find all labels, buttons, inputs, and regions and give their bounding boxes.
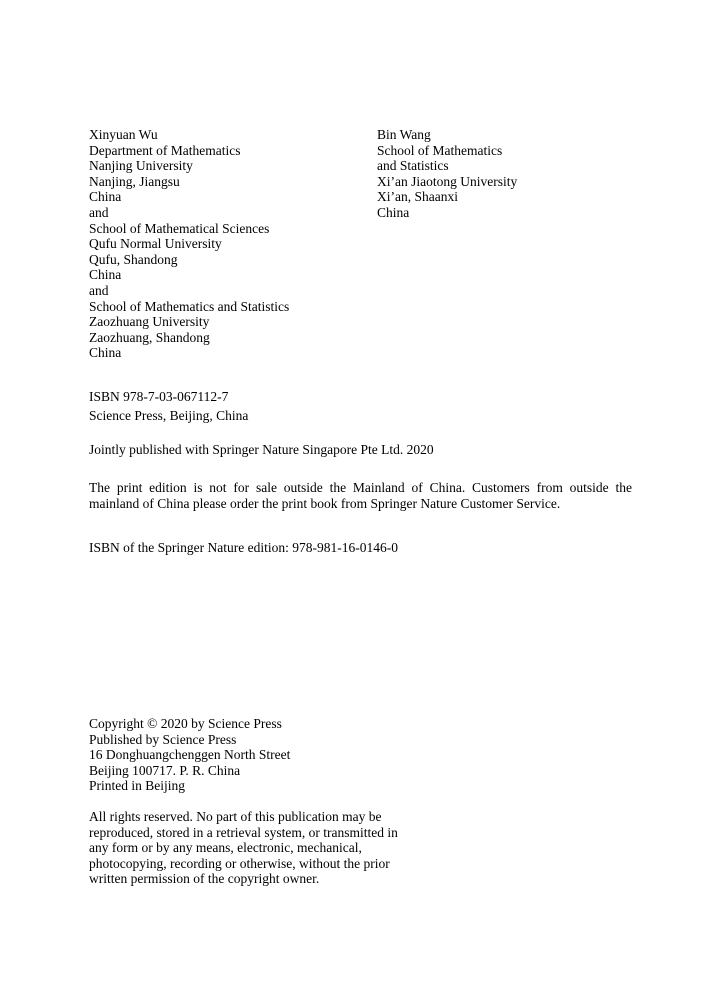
author-line: School of Mathematics and Statistics: [89, 298, 290, 314]
author-line: Xi’an Jiaotong University: [377, 173, 518, 189]
author-line: China: [377, 204, 410, 220]
copyright-line: Beijing 100717. P. R. China: [89, 762, 241, 778]
author-line: and: [89, 282, 109, 298]
rights-line: reproduced, stored in a retrieval system, or transmitted in: [89, 824, 398, 840]
author-line: School of Mathematical Sciences: [89, 220, 270, 236]
author-line: and Statistics: [377, 158, 449, 174]
author-line: Zaozhuang, Shandong: [89, 329, 210, 345]
author-line: Department of Mathematics: [89, 142, 241, 158]
joint-publication-notice: Jointly published with Springer Nature Singapore Pte Ltd. 2020: [89, 442, 434, 457]
rights-line: All rights reserved. No part of this publication may be: [89, 809, 382, 824]
isbn-publisher: Science Press, Beijing, China: [89, 408, 249, 423]
rights-reserved-block: [89, 809, 459, 887]
author-line: Nanjing University: [89, 158, 193, 174]
isbn-number: ISBN 978-7-03-067112-7: [89, 389, 229, 404]
author-line: China: [89, 345, 122, 361]
isbn-block: [89, 387, 248, 425]
copyright-line: Copyright © 2020 by Science Press: [89, 716, 282, 731]
copyright-line: Published by Science Press: [89, 731, 237, 747]
author-line: China: [89, 189, 122, 205]
author-line: Bin Wang: [377, 127, 431, 142]
author-line: Qufu, Shandong: [89, 251, 178, 267]
author-line: Nanjing, Jiangsu: [89, 173, 180, 189]
copyright-block: [89, 716, 290, 794]
rights-line: photocopying, recording or otherwise, without the prior: [89, 855, 390, 871]
rights-line: any form or by any means, electronic, mechanical,: [89, 840, 362, 856]
rights-line: written permission of the copyright owner.: [89, 871, 320, 887]
author-line: China: [89, 267, 122, 283]
author-line: Zaozhuang University: [89, 314, 210, 330]
springer-isbn: ISBN of the Springer Nature edition: 978-981-16-0146-0: [89, 540, 398, 555]
author-line: Xi’an, Shaanxi: [377, 189, 458, 205]
copyright-line: Printed in Beijing: [89, 778, 185, 794]
author-block-xinyuan-wu: [89, 127, 369, 361]
author-line: and: [89, 204, 109, 220]
print-edition-notice: The print edition is not for sale outside the Mainland of China. Customers from outside the mainland of China please order the print book from Springer Nature Customer Service.: [89, 480, 632, 512]
author-block-bin-wang: [377, 127, 657, 221]
author-line: Xinyuan Wu: [89, 127, 158, 142]
copyright-line: 16 Donghuangchenggen North Street: [89, 747, 291, 763]
author-line: Qufu Normal University: [89, 236, 222, 252]
author-line: School of Mathematics: [377, 142, 503, 158]
